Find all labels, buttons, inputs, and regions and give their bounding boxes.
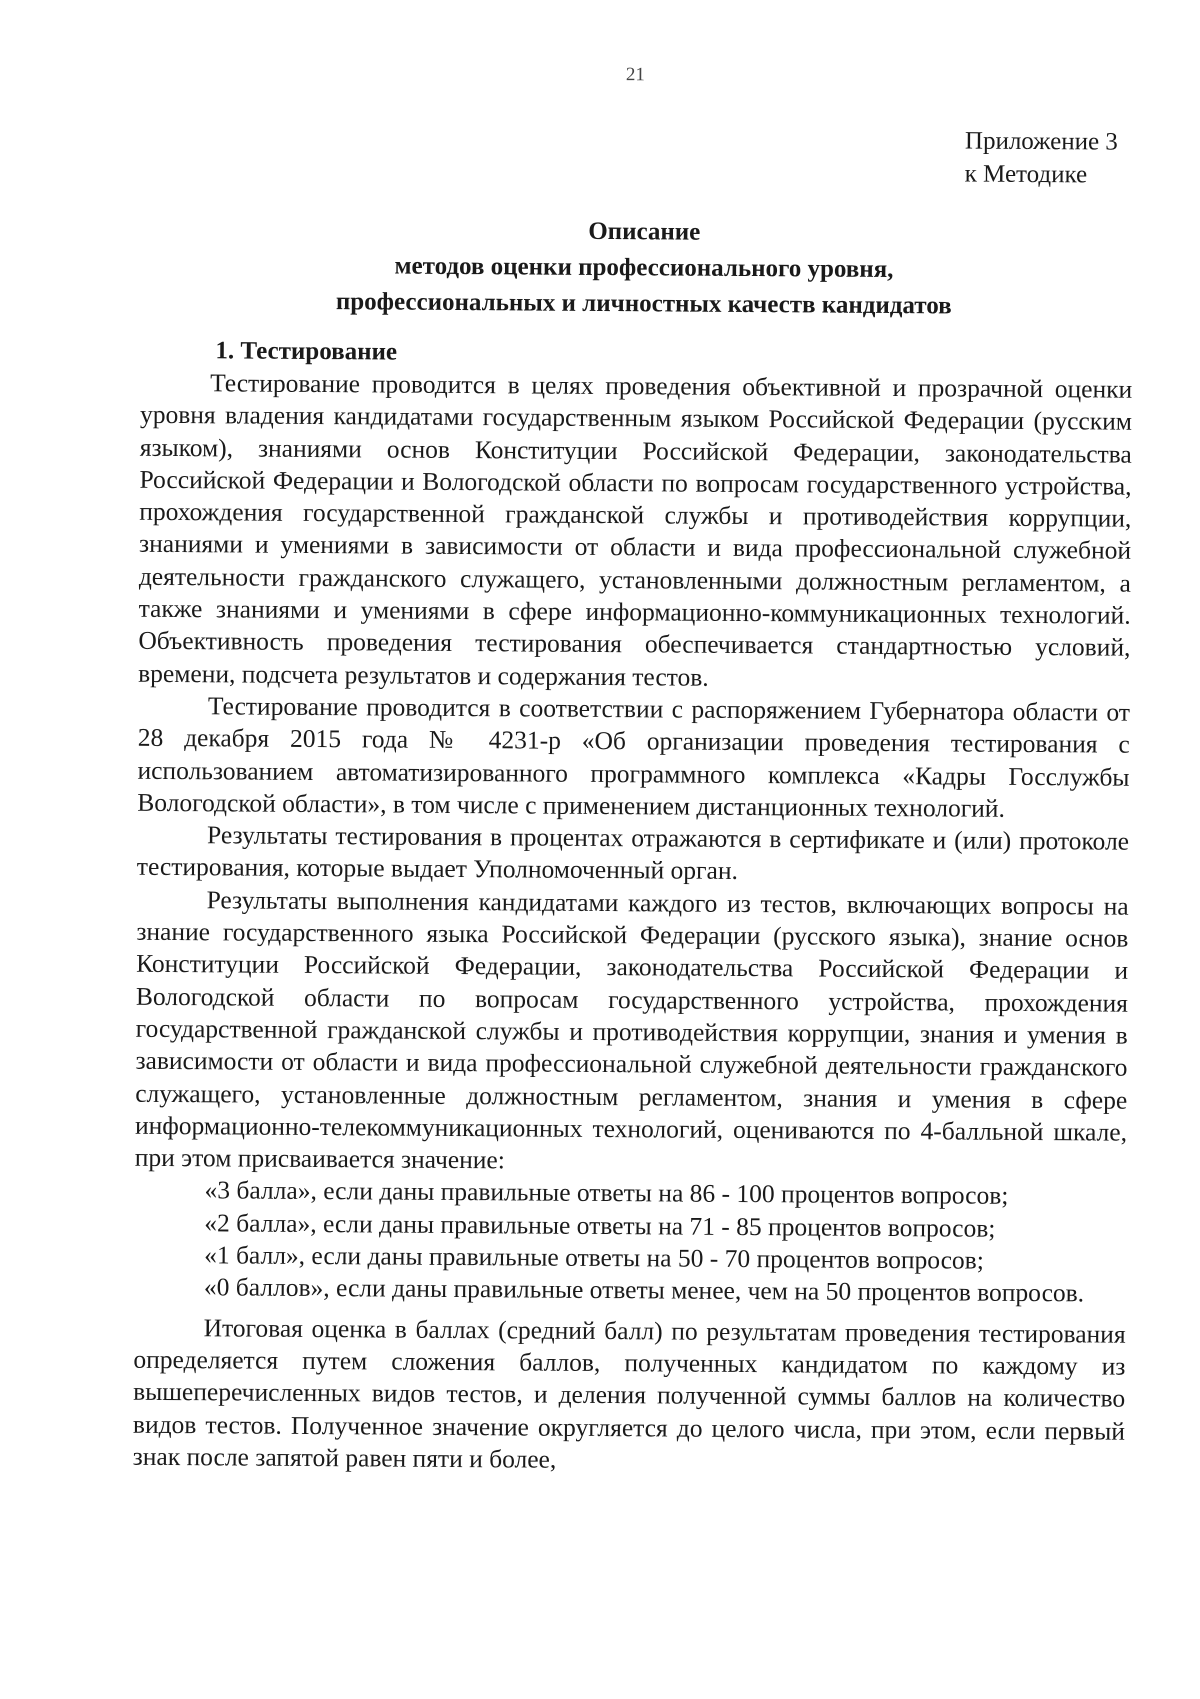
section-title: 1. Тестирование: [215, 337, 398, 366]
paragraph: Итоговая оценка в баллах (средний балл) по результатам проведения тестирования определяется путем сложения баллов, полученных кандидатом по каждому из вышеперечисленных видов тестов, и деления полученной суммы баллов на количество видов тестов. Полученное значение округляется до целого числа, при этом, если первый знак после запятой равен пяти и более,: [132, 1312, 1126, 1474]
document-heading: [164, 211, 1125, 326]
appendix-reference: [965, 125, 1118, 192]
score-item: «0 баллов», если даны правильные ответы менее, чем на 50 процентов вопросов.: [203, 1272, 1085, 1308]
appendix-line-1: Приложение 3: [964, 127, 1118, 156]
heading-line-3: профессиональных и личностных качеств кандидатов: [335, 288, 952, 320]
paragraph: Результаты тестирования в процентах отражаются в сертификате и (или) протоколе тестирования, которые выдает Уполномоченный орган.: [136, 820, 1130, 886]
paragraph: Тестирование проводится в целях проведения объективной и прозрачной оценки уровня владения кандидатами государственным языком Российской Федерации (русским языком), знаниями основ Конституции Российской Федерации, законодательства Российской Федерации и Вологодской области по вопросам государственного устройства, прохождения государственной гражданской службы и противодействия коррупции, знаниями и умениями в зависимости от области и вида профессиональной служебной деятельности гражданского служащего, установленными должностным регламентом, а также знаниями и умениями в сфере информационно-коммуникационных технологий. Объективность проведения тестирования обеспечивается стандартностью условий, времени, подсчета результатов и содержания тестов.: [138, 368, 1133, 692]
score-item: «3 балла», если даны правильные ответы на 86 - 100 процентов вопросов;: [204, 1175, 1009, 1211]
heading-line-2: методов оценки профессионального уровня,: [394, 252, 894, 284]
section-body: [133, 367, 1133, 1480]
score-item: «2 балла», если даны правильные ответы на 71 - 85 процентов вопросов;: [204, 1207, 996, 1243]
paragraph: Результаты выполнения кандидатами каждого из тестов, включающих вопросы на знание государственного языка Российской Федерации (русского языка), знание основ Конституции Российской Федерации, законодательства Российской Федерации и Вологодской области по вопросам государственного устройства, прохождения государственной гражданской службы и противодействия коррупции, знания и умения в зависимости от области и вида профессиональной служебной деятельности гражданского служащего, установленные должностным регламентом, знания и умения в сфере информационно-телекоммуникационных технологий, оцениваются по 4-балльной шкале, при этом присваивается значение:: [134, 885, 1129, 1175]
paragraph: Тестирование проводится в соответствии с распоряжением Губернатора области от 28 декабря 2015 года № 4231-р «Об организации проведения тестирования с использованием автоматизированного программного комплекса «Кадры Госслужбы Вологодской области», в том числе с применением дистанционных технологий.: [137, 691, 1131, 823]
appendix-line-2: к Методике: [964, 160, 1088, 189]
score-item: «1 балл», если даны правильные ответы на 50 - 70 процентов вопросов;: [204, 1240, 984, 1275]
page-number: 21: [625, 64, 645, 86]
heading-line-1: Описание: [588, 217, 701, 246]
